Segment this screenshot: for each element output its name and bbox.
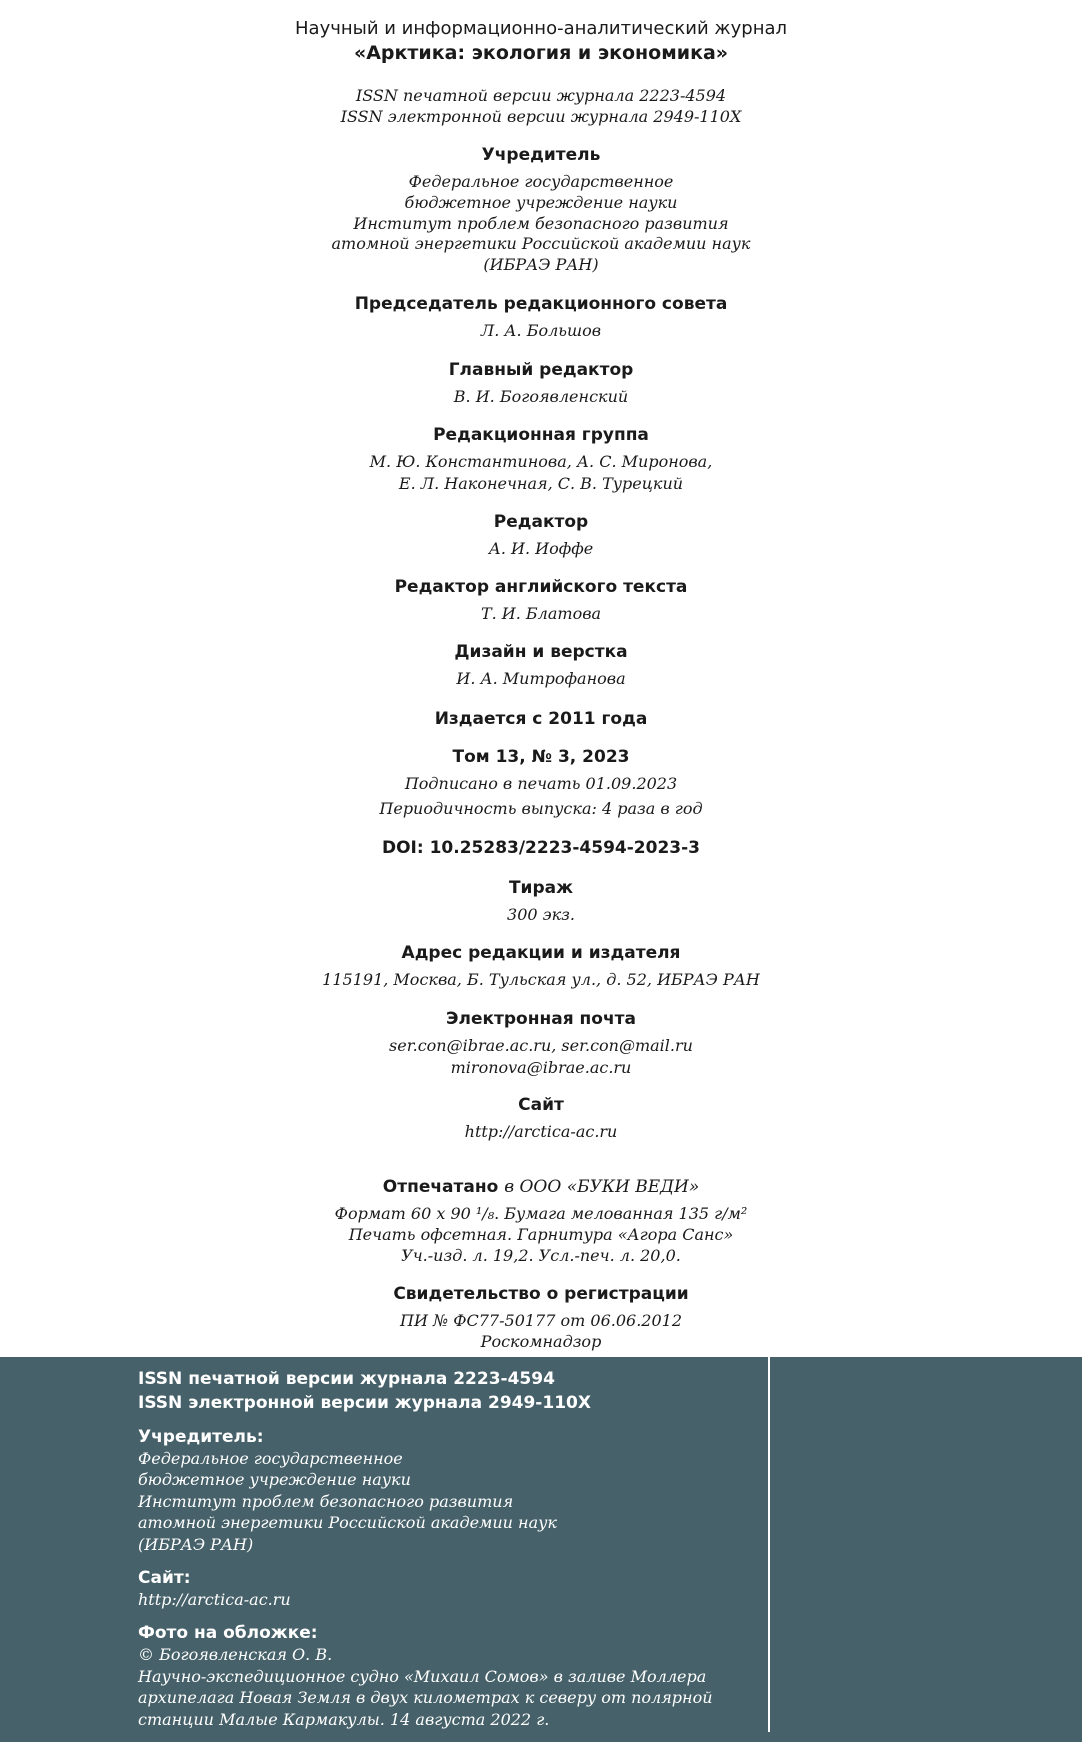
footer-panel — [0, 1357, 1082, 1742]
printed-format: Формат 60 х 90 ¹/₈. Бумага мелованная 135 г/м² — [334, 1204, 748, 1223]
journal-title: «Арктика: экология и экономика» — [353, 42, 729, 64]
founder-line: бюджетное учреждение науки — [404, 193, 678, 212]
footer-site-heading: Сайт: — [138, 1568, 191, 1588]
journal-type: Научный и информационно-аналитический журнал — [295, 18, 787, 39]
footer-photo-credit: © Богоявленская О. В. — [138, 1645, 333, 1664]
published-since: Издается с 2011 года — [434, 709, 648, 729]
council-chair-heading: Председатель редакционного совета — [354, 294, 728, 314]
registration-heading: Свидетельство о регистрации — [393, 1284, 689, 1304]
footer-founder-line: Институт проблем безопасного развития — [138, 1492, 514, 1511]
printed-sheets: Уч.-изд. л. 19,2. Усл.-печ. л. 20,0. — [401, 1246, 681, 1265]
printed-line — [0, 1176, 1082, 1198]
founder-line: Институт проблем безопасного развития — [353, 214, 729, 233]
english-editor-heading: Редактор английского текста — [394, 577, 688, 597]
issue-signed: Подписано в печать 01.09.2023 — [404, 774, 678, 793]
email-line: ser.con@ibrae.ac.ru, ser.con@mail.ru — [389, 1036, 693, 1055]
footer-photo-caption-line: архипелага Новая Земля в двух километрах к северу от полярной — [138, 1688, 713, 1707]
footer-founder-line: Федеральное государственное — [138, 1449, 403, 1468]
circulation-heading: Тираж — [508, 878, 574, 898]
address-value: 115191, Москва, Б. Тульская ул., д. 52, ИБРАЭ РАН — [322, 970, 760, 989]
footer-issn-print: ISSN печатной версии журнала 2223-4594 — [138, 1369, 555, 1389]
circulation-value: 300 экз. — [507, 905, 575, 924]
footer-founder-heading: Учредитель: — [138, 1427, 264, 1447]
chief-editor-heading: Главный редактор — [448, 360, 634, 380]
footer-founder-line: бюджетное учреждение науки — [138, 1470, 411, 1489]
email-line: mironova@ibrae.ac.ru — [450, 1058, 632, 1077]
footer-photo-heading: Фото на обложке: — [138, 1623, 318, 1643]
founder-line: (ИБРАЭ РАН) — [483, 255, 599, 274]
printed-typeface: Печать офсетная. Гарнитура «Агора Санс» — [348, 1225, 734, 1244]
registration-line: Роскомнадзор — [480, 1332, 602, 1351]
printed-value: в ООО «БУКИ ВЕДИ» — [504, 1177, 700, 1197]
editor-name: А. И. Иоффе — [488, 539, 594, 558]
site-value: http://arctica-ac.ru — [464, 1122, 618, 1141]
site-heading: Сайт — [518, 1095, 564, 1115]
editorial-group-line: М. Ю. Константинова, А. С. Миронова, — [369, 452, 713, 471]
printed-label: Отпечатано — [382, 1177, 499, 1197]
design-heading: Дизайн и верстка — [454, 642, 628, 662]
footer-issn-online: ISSN электронной версии журнала 2949-110X — [138, 1393, 591, 1413]
chief-editor-name: В. И. Богоявленский — [453, 387, 629, 406]
founder-heading: Учредитель — [481, 145, 601, 165]
founder-line: Федеральное государственное — [408, 172, 674, 191]
footer-founder-line: (ИБРАЭ РАН) — [138, 1535, 254, 1554]
footer-photo-caption-line: Научно-экспедиционное судно «Михаил Сомов» в заливе Моллера — [138, 1667, 707, 1686]
editorial-group-heading: Редакционная группа — [433, 425, 649, 445]
design-name: И. А. Митрофанова — [456, 669, 626, 688]
issue-frequency: Периодичность выпуска: 4 раза в год — [379, 799, 703, 818]
english-editor-name: Т. И. Блатова — [480, 604, 602, 623]
footer-divider — [768, 1357, 770, 1732]
issue-volume: Том 13, № 3, 2023 — [452, 747, 630, 767]
founder-line: атомной энергетики Российской академии наук — [331, 234, 751, 253]
footer-photo-caption-line: станции Малые Кармакулы. 14 августа 2022 г. — [138, 1710, 550, 1729]
issn-print: ISSN печатной версии журнала 2223-4594 — [355, 86, 727, 105]
address-heading: Адрес редакции и издателя — [401, 943, 681, 963]
council-chair-name: Л. А. Большов — [480, 321, 602, 340]
email-heading: Электронная почта — [446, 1009, 636, 1029]
registration-line: ПИ № ФС77-50177 от 06.06.2012 — [400, 1311, 682, 1330]
doi: DOI: 10.25283/2223-4594-2023-3 — [381, 838, 700, 858]
footer-site-value: http://arctica-ac.ru — [138, 1590, 291, 1609]
footer-founder-line: атомной энергетики Российской академии наук — [138, 1513, 557, 1532]
editor-heading: Редактор — [493, 512, 589, 532]
issn-online: ISSN электронной версии журнала 2949-110X — [340, 107, 742, 126]
editorial-group-line: Е. Л. Наконечная, С. В. Турецкий — [398, 474, 684, 493]
